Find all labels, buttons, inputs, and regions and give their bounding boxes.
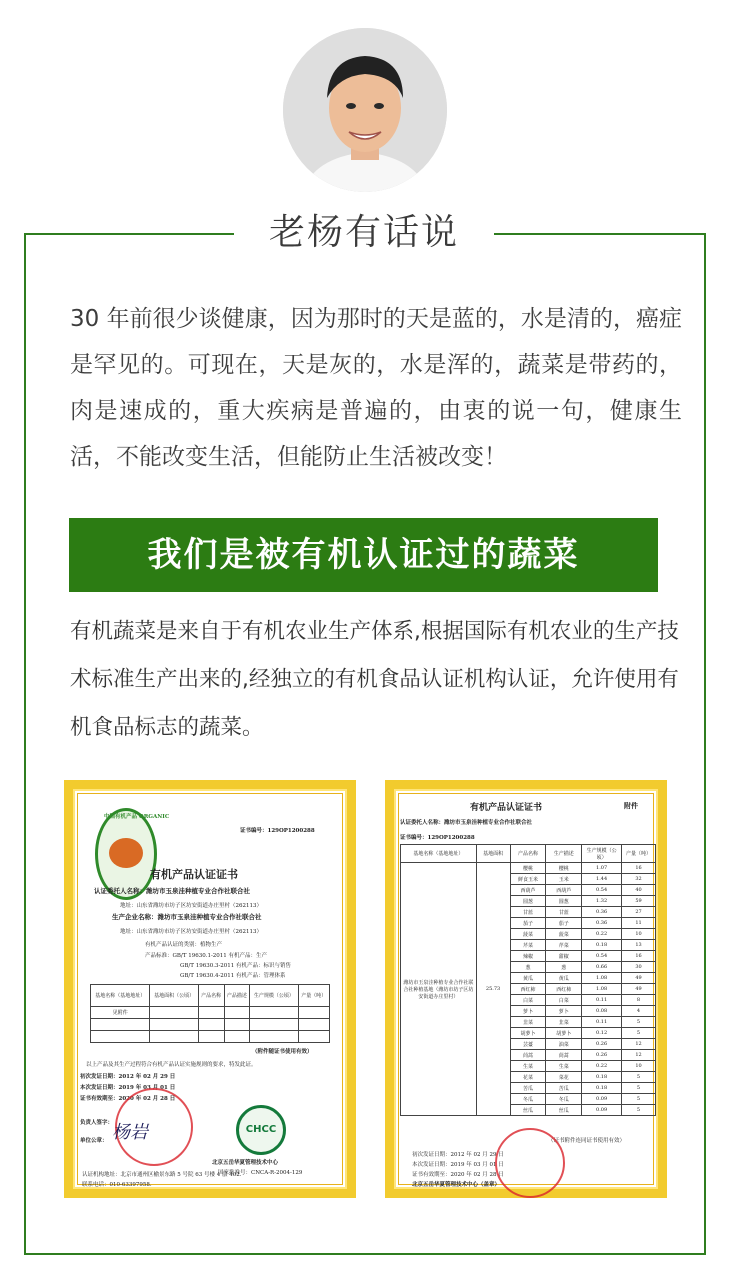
table-header-area: 基地面积（公顷） <box>150 985 198 1007</box>
attach-product-desc: 西葫芦 <box>546 885 582 896</box>
attach-yield: 49 <box>622 973 656 984</box>
attach-header-base: 基地名称（基地地址） <box>401 845 477 863</box>
cert-category: 有机产品认证的类别：植物生产 <box>145 942 223 948</box>
attach-yield: 59 <box>622 896 656 907</box>
attach-product-desc: 丝瓜 <box>546 1105 582 1116</box>
cert-applicant: 认证委托人名称：潍坊市玉泉洼种植专业合作社联合社 <box>94 887 250 895</box>
attach-valid-until: 证书有效期至：2020 年 02 月 28 日 <box>412 1172 504 1178</box>
attach-header-area: 基地面积 <box>476 845 510 863</box>
cert-standard-1: 产品标准：GB/T 19630.1-2011 有机产品：生产 <box>145 953 268 959</box>
attach-product-desc: 樱桃 <box>546 863 582 874</box>
organic-certified-banner: 我们是被有机认证过的蔬菜 <box>69 518 658 592</box>
attach-yield: 12 <box>622 1039 656 1050</box>
table-note-cell: 见附件 <box>91 1007 150 1019</box>
organic-logo-text: 中国有机产品 ORGANIC <box>104 814 170 820</box>
attach-applicant: 认证委托人名称：潍坊市玉泉洼种植专业合作社联合社 <box>400 820 533 826</box>
cert-center-name: 北京五岳华夏管理技术中心 <box>212 1160 279 1166</box>
attach-product-desc: 生菜 <box>546 1061 582 1072</box>
avatar <box>283 28 447 192</box>
cert-producer: 生产企业名称：潍坊市玉泉洼种植专业合作社联合社 <box>112 913 262 921</box>
attach-yield: 5 <box>622 1094 656 1105</box>
frame-top-left-line <box>24 233 234 235</box>
attach-header-product: 产品名称 <box>510 845 546 863</box>
attach-product-name: 西葫芦 <box>510 885 546 896</box>
attach-yield: 11 <box>622 918 656 929</box>
cert-number: 证书编号：129OP1200288 <box>240 828 315 834</box>
attach-product-desc: 韭菜 <box>546 1017 582 1028</box>
attach-product-name: 圆葱 <box>510 896 546 907</box>
attach-product-name: 苦瓜 <box>510 1083 546 1094</box>
attach-product-name: 白菜 <box>510 995 546 1006</box>
attach-footnote: （证书附件连同证书使用有效） <box>548 1138 626 1144</box>
attach-product-desc: 菜花 <box>546 1072 582 1083</box>
attach-scale: 1.08 <box>582 984 622 995</box>
attach-product-name: 菠菜 <box>510 929 546 940</box>
attach-scale: 0.26 <box>582 1050 622 1061</box>
attach-center-name: 北京五岳华夏管理技术中心（盖章） <box>412 1182 501 1188</box>
cert-first-issue: 初次发证日期：2012 年 02 月 29 日 <box>80 1074 176 1080</box>
attach-product-desc: 油菜 <box>546 1039 582 1050</box>
attach-header-scale: 生产规模（公顷） <box>582 845 622 863</box>
attach-red-seal-stamp <box>495 1128 565 1198</box>
attach-scale: 0.18 <box>582 1083 622 1094</box>
attach-scale: 0.18 <box>582 940 622 951</box>
table-header-yield: 产量（吨） <box>298 985 329 1007</box>
chcc-logo-icon: CHCC <box>236 1105 286 1155</box>
intro-paragraph: 30 年前很少谈健康，因为那时的天是蓝的，水是清的，癌症是罕见的。可现在，天是灰的，水是浑的，蔬菜是带药的，肉是速成的，重大疾病是普遍的，由衷的说一句，健康生活，不能改变生活，但能防止生活被改变！ <box>70 306 682 470</box>
attach-scale: 0.09 <box>582 1094 622 1105</box>
attach-yield: 13 <box>622 940 656 951</box>
attach-scale: 1.32 <box>582 896 622 907</box>
attach-yield: 30 <box>622 962 656 973</box>
attach-base-name: 潍坊市玉泉洼种植专业合作社联合社种植基地（潍坊市坊子区坊安街道办庄里村） <box>401 863 477 1116</box>
attach-scale: 0.22 <box>582 1061 622 1072</box>
signature-icon: 杨岩 <box>112 1122 148 1143</box>
attach-scale: 0.08 <box>582 1006 622 1017</box>
attach-scale: 0.66 <box>582 962 622 973</box>
cert-phone: 联系电话：010-63397958. <box>82 1182 152 1188</box>
attach-yield: 40 <box>622 885 656 896</box>
attach-product-desc: 圆葱 <box>546 896 582 907</box>
attach-label: 附件 <box>624 801 638 810</box>
attach-product-name: 鲜食玉米 <box>510 874 546 885</box>
cert-attached-note: （附件随证书使用有效） <box>252 1049 313 1055</box>
attach-yield: 16 <box>622 951 656 962</box>
attach-product-desc: 芹菜 <box>546 940 582 951</box>
attach-yield: 4 <box>622 1006 656 1017</box>
attach-scale: 1.07 <box>582 863 622 874</box>
cert-org-address: 认证机构地址：北京市通州区榆景东路 5 号院 63 号楼 4 层 402. <box>82 1172 242 1178</box>
attach-yield: 5 <box>622 1083 656 1094</box>
attach-title: 有机产品认证证书 <box>470 803 543 813</box>
attach-yield: 5 <box>622 1017 656 1028</box>
attach-product-name: 葱 <box>510 962 546 973</box>
attach-scale: 0.36 <box>582 918 622 929</box>
cert-title: 有机产品认证证书 <box>150 868 238 881</box>
attach-product-name: 芸薹 <box>510 1039 546 1050</box>
attach-product-name: 芹菜 <box>510 940 546 951</box>
attach-product-desc: 西红柿 <box>546 984 582 995</box>
attach-product-desc: 胡萝卜 <box>546 1028 582 1039</box>
table-header-product: 产品名称 <box>198 985 224 1007</box>
cert-compliance: 以上产品及其生产过程符合有机产品认证实施规则的要求，特发此证。 <box>86 1062 257 1068</box>
attach-product-name: 西红柿 <box>510 984 546 995</box>
cert-unit-seal: 单位公章： <box>80 1138 108 1144</box>
attach-yield: 5 <box>622 1072 656 1083</box>
attach-yield: 8 <box>622 995 656 1006</box>
cert-standard-2: GB/T 19630.3-2011 有机产品：标识与销售 <box>180 963 292 969</box>
cert-address-2: 地址：山东省潍坊市坊子区坊安街道办庄里村（262113） <box>120 929 262 935</box>
organic-logo-emblem <box>109 838 143 868</box>
cert-person-in-charge: 负责人签字： <box>80 1120 114 1126</box>
attach-product-name: 辣椒 <box>510 951 546 962</box>
attach-product-desc: 黄瓜 <box>546 973 582 984</box>
attach-yield: 5 <box>622 1028 656 1039</box>
attach-yield: 10 <box>622 929 656 940</box>
attach-yield: 12 <box>622 1050 656 1061</box>
attach-yield: 32 <box>622 874 656 885</box>
attach-scale: 0.54 <box>582 951 622 962</box>
attach-product-name: 韭菜 <box>510 1017 546 1028</box>
attach-product-desc: 萝卜 <box>546 1006 582 1017</box>
attach-scale: 0.26 <box>582 1039 622 1050</box>
attach-product-table <box>400 844 656 1116</box>
attach-product-name: 冬瓜 <box>510 1094 546 1105</box>
table-header-base: 基地名称（基地地址） <box>91 985 150 1007</box>
attach-scale: 0.09 <box>582 1105 622 1116</box>
attach-product-name: 茄子 <box>510 918 546 929</box>
attach-product-name: 萝卜 <box>510 1006 546 1017</box>
attach-product-name: 樱桃 <box>510 863 546 874</box>
attach-product-desc: 茄子 <box>546 918 582 929</box>
attach-yield: 49 <box>622 984 656 995</box>
organic-description: 有机蔬菜是来自于有机农业生产体系,根据国际有机农业的生产技术标准生产出来的,经独立的有机食品认证机构认证，允许使用有机食品标志的蔬菜。 <box>70 619 679 740</box>
attach-cert-number: 证书编号：129OP1200288 <box>400 835 475 841</box>
attach-product-desc: 甘蓝 <box>546 907 582 918</box>
attach-scale: 0.12 <box>582 1028 622 1039</box>
attach-product-name: 黄瓜 <box>510 973 546 984</box>
section-title: 老杨有话说 <box>268 212 459 253</box>
attach-this-issue: 本次发证日期：2019 年 03 月 01 日 <box>412 1162 504 1168</box>
cert-valid-until: 证书有效期至：2020 年 02 月 28 日 <box>80 1096 176 1102</box>
cert-this-issue: 本次发证日期：2019 年 03 月 01 日 <box>80 1085 176 1091</box>
table-header-desc: 产品描述 <box>224 985 250 1007</box>
attach-product-name: 花菜 <box>510 1072 546 1083</box>
attach-scale: 0.54 <box>582 885 622 896</box>
attach-yield: 27 <box>622 907 656 918</box>
attach-product-desc: 冬瓜 <box>546 1094 582 1105</box>
attach-product-desc: 白菜 <box>546 995 582 1006</box>
attach-product-desc: 茼蒿 <box>546 1050 582 1061</box>
table-row <box>401 863 656 874</box>
attach-product-desc: 葱 <box>546 962 582 973</box>
attach-scale: 0.36 <box>582 907 622 918</box>
attach-header-desc: 生产描述 <box>546 845 582 863</box>
attach-product-name: 茼蒿 <box>510 1050 546 1061</box>
cert-standard-3: GB/T 19630.4-2011 有机产品：管理体系 <box>180 973 286 979</box>
attach-product-desc: 玉米 <box>546 874 582 885</box>
attach-product-desc: 菠菜 <box>546 929 582 940</box>
attach-yield: 10 <box>622 1061 656 1072</box>
attach-scale: 1.44 <box>582 874 622 885</box>
attach-scale: 0.22 <box>582 929 622 940</box>
attach-product-name: 甘蓝 <box>510 907 546 918</box>
cert-main-table <box>90 984 330 1043</box>
attach-product-desc: 甜椒 <box>546 951 582 962</box>
table-header-scale: 生产规模（公顷） <box>250 985 298 1007</box>
attach-product-desc: 苦瓜 <box>546 1083 582 1094</box>
attach-product-name: 胡萝卜 <box>510 1028 546 1039</box>
attach-header-yield: 产量（吨） <box>622 845 656 863</box>
attach-scale: 0.11 <box>582 1017 622 1028</box>
cert-approval-no: 国家批准号：CNCA-R-2004-129 <box>218 1170 303 1176</box>
portrait-illustration <box>283 28 447 192</box>
cert-address-1: 地址：山东省潍坊市坊子区坊安街道办庄里村（262113） <box>120 903 262 909</box>
attach-scale: 0.18 <box>582 1072 622 1083</box>
attach-product-name: 生菜 <box>510 1061 546 1072</box>
attach-yield: 5 <box>622 1105 656 1116</box>
attach-base-area: 25.73 <box>476 863 510 1116</box>
attach-scale: 0.11 <box>582 995 622 1006</box>
attach-scale: 1.08 <box>582 973 622 984</box>
frame-top-right-line <box>494 233 706 235</box>
attach-first-issue: 初次发证日期：2012 年 02 月 29 日 <box>412 1152 504 1158</box>
attach-product-name: 丝瓜 <box>510 1105 546 1116</box>
attach-yield: 16 <box>622 863 656 874</box>
